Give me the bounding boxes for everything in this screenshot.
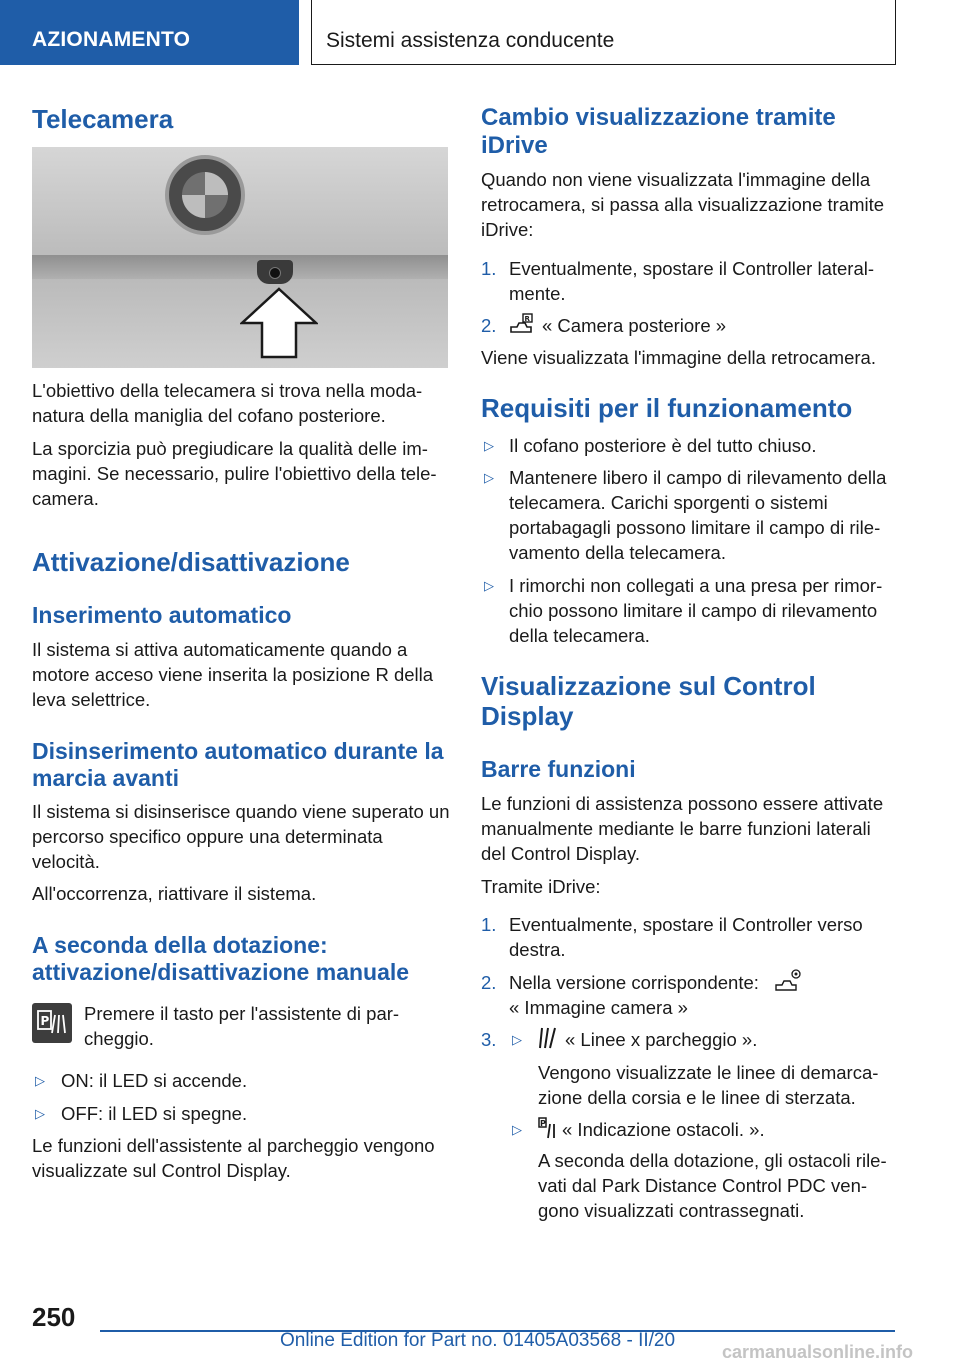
section-tab <box>0 0 299 65</box>
watermark: carmanualsonline.info <box>722 1342 914 1362</box>
bullet-triangle-icon: ▷ <box>484 438 494 453</box>
bullet-triangle-icon: ▷ <box>512 1122 522 1137</box>
bullet-triangle-icon: ▷ <box>484 578 494 593</box>
bar-step-2-option: « Immagine camera » <box>509 997 688 1018</box>
led-on-item: ON: il LED si accende. <box>61 1070 248 1091</box>
auto-off-text: Il sistema si disinserisce quando viene superato un percorso specifico oppure una determinata velocità. <box>32 801 450 872</box>
display-heading: Visualizzazione sul Control Display <box>481 671 816 731</box>
auto-on-heading: Inserimento automatico <box>32 602 292 628</box>
edition-text: Online Edition for Part no. 01405A03568 - II/20 <box>280 1330 676 1351</box>
auto-on-text: Il sistema si attiva automaticamente quando a motore acceso viene inserita la posizione R della leva selettrice. <box>32 639 434 710</box>
requirement-item: I rimorchi non collegati a una presa per rimorchio possono limitare il campo di rilevamento della telecamera. <box>509 575 883 646</box>
bar-step-1: Eventualmente, spostare il Controller verso destra. <box>509 914 863 960</box>
bullet-triangle-icon: ▷ <box>35 1106 45 1121</box>
step-number: 2. <box>481 315 497 336</box>
requirement-item: Mantenere libero il campo di rilevamento della telecamera. Carichi sporgenti o sistemi portabagagli possono limitare il campo di rilevamento della telecamera. <box>509 467 887 563</box>
auto-off-heading: Disinserimento automatico durante la marcia avanti <box>32 738 444 791</box>
via-idrive: Tramite iDrive: <box>481 876 601 897</box>
bmw-logo-icon <box>165 155 245 235</box>
idrive-heading: Cambio visualizzazione tramite iDrive <box>481 104 836 159</box>
camera-lens-icon <box>257 260 293 284</box>
camera-caption: L'obiettivo della telecamera si trova nella modanatura della maniglia del cofano posteriore. <box>32 380 423 426</box>
step-number: 3. <box>481 1029 497 1050</box>
section-title: AZIONAMENTO <box>32 28 191 51</box>
functions-text: Le funzioni dell'assistente al parcheggio vengono visualizzate sul Control Display. <box>32 1135 435 1181</box>
bars-text: Le funzioni di assistenza possono essere attivate manualmente mediante le barre funzioni laterali del Control Display. <box>481 793 884 864</box>
chapter-title: Sistemi assistenza conducente <box>326 29 615 52</box>
telecamera-heading: Telecamera <box>32 104 174 134</box>
svg-text:P: P <box>540 1119 546 1128</box>
chapter-tab <box>311 0 896 65</box>
obstacle-sub: A seconda della dotazione, gli ostacoli rilevati dal Park Distance Control PDC vengono visualizzati contrassegnati. <box>538 1150 887 1221</box>
step-number: 1. <box>481 258 497 279</box>
page-number: 250 <box>32 1302 76 1332</box>
bullet-triangle-icon: ▷ <box>484 470 494 485</box>
rear-camera-icon <box>509 313 535 335</box>
led-off-item: OFF: il LED si spegne. <box>61 1103 248 1124</box>
activation-heading: Attivazione/disattivazione <box>32 547 350 577</box>
idrive-intro: Quando non viene visualizzata l'immagine della retrocamera, si passa alla visualizzazione tramite iDrive: <box>481 169 885 240</box>
svg-text:R: R <box>524 315 530 323</box>
manual-heading: A seconda della dotazione: attivazione/disattivazione manuale <box>32 932 410 985</box>
up-arrow-icon <box>240 287 318 359</box>
requirement-item: Il cofano posteriore è del tutto chiuso. <box>509 435 817 456</box>
bars-heading: Barre funzioni <box>481 756 636 782</box>
bar-step-3-sub: Vengono visualizzate le linee di demarcazione della corsia e le linee di sterzata. <box>538 1062 879 1108</box>
reactivate-text: All'occorrenza, riattivare il sistema. <box>32 883 317 904</box>
idrive-step-1: Eventualmente, spostare il Controller lateralmente. <box>509 258 875 304</box>
camera-dirt-note: La sporcizia può pregiudicare la qualità delle immagini. Se necessario, pulire l'obiettivo della telecamera. <box>32 438 437 509</box>
step-number: 2. <box>481 972 497 993</box>
step-number: 1. <box>481 914 497 935</box>
obstacle-item: « Indicazione ostacoli. ». <box>562 1119 765 1140</box>
idrive-step-2: « Camera posteriore » <box>542 315 727 336</box>
parking-lines-icon <box>538 1026 558 1050</box>
parking-assistant-button-icon <box>32 1003 72 1043</box>
svg-text:P: P <box>40 1014 50 1028</box>
button-text: Premere il tasto per l'assistente di parcheggio. <box>84 1003 400 1049</box>
bar-step-2: Nella versione corrispondente: <box>509 972 759 993</box>
bar-step-3: « Linee x parcheggio ». <box>565 1029 758 1050</box>
camera-illustration <box>32 147 448 368</box>
bullet-triangle-icon: ▷ <box>35 1073 45 1088</box>
requirements-heading: Requisiti per il funzionamento <box>481 393 853 423</box>
idrive-result: Viene visualizzata l'immagine della retrocamera. <box>481 347 876 368</box>
camera-settings-icon <box>774 967 804 993</box>
bullet-triangle-icon: ▷ <box>512 1032 522 1047</box>
obstacle-marking-icon <box>538 1116 558 1140</box>
